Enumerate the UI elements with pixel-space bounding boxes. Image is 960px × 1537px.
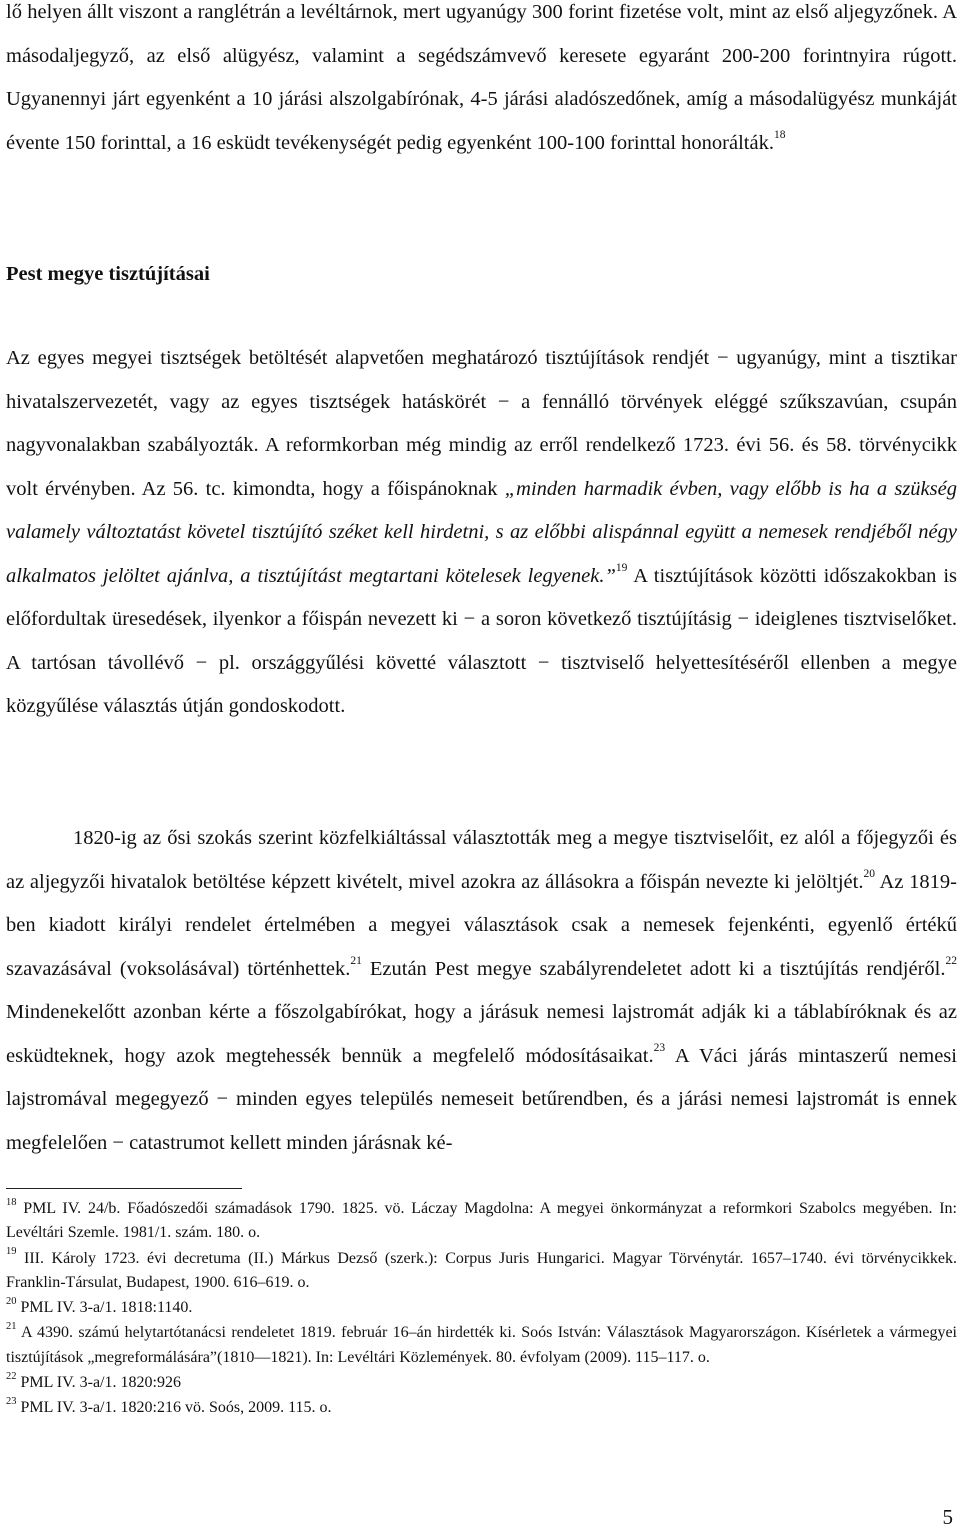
- footnote-text: PML IV. 3-a/1. 1818:1140.: [20, 1299, 193, 1317]
- paragraph-1-text: lő helyen állt viszont a ranglétrán a levéltárnok, mert ugyanúgy 300 forint fizetése volt, mint az első aljegyzőnek. A másodaljegyző, az első alügyész, valamint a segédszámvevő keresete egyaránt 200-200 forintnyira rúgott. Ugyanennyi járt egyenként a 10 járási alszolgabírónak, 4-5 járási aladószedőnek, amíg a másodalügyész munkáját évente 150 forinttal, a 16 esküdt tevékenységét pedig egyenként 100-100 forinttal honorálták.: [6, 1, 957, 154]
- footnote-ref-18[interactable]: 18: [773, 128, 786, 141]
- footnote-ref-20[interactable]: 20: [863, 867, 875, 880]
- body-paragraph-1: [6, 0, 957, 165]
- footnote-number: 20: [6, 1295, 17, 1307]
- page-number: 5: [942, 1505, 953, 1529]
- footnote-ref-23[interactable]: 23: [653, 1041, 666, 1054]
- paragraph-2-text-a: Az egyes megyei tisztségek betöltését alapvetően meghatározó tisztújítások rendjét − ugyanúgy, mint a tisztikar hivatalszervezetét, vagy az egyes tisztségek hatáskörét − a fennálló törvények eléggé szűkszavúan, csupán nagyvonalakban szabályozták. A reformkorban még mindig az erről rendelkező 1723. évi 56. és 58. törvénycikk volt érvényben. Az 56. tc. kimondta, hogy a főispánoknak: [6, 347, 957, 500]
- footnote-number: 18: [6, 1196, 17, 1208]
- footnote: [6, 1197, 957, 1246]
- footnote-number: 22: [6, 1370, 17, 1382]
- paragraph-3-text-c: Ezután Pest megye szabályrendeletet adott ki a tisztújítás rendjéről.: [361, 957, 946, 980]
- footnote-separator: [6, 1188, 242, 1189]
- footnote-text: PML IV. 24/b. Főadószedői számadások 1790. 1825. vö. Láczay Magdolna: A megyei önkormányzat a reformkori Szabolcs megyében. In: Levéltári Szemle. 1981/1. szám. 180. o.: [6, 1200, 957, 1242]
- paragraph-3-text-d: Mindenekelőtt azonban kérte a főszolgabírókat, hogy a járásuk nemesi lajstromát adják ki a táblabíróknak és az esküdteknek, hogy azok megtehessék bennük a megfelelő módosításaikat.: [6, 1001, 957, 1067]
- section-heading: Pest megye tisztújításai: [6, 263, 210, 285]
- paragraph-3-text-e: A Váci járás mintaszerű nemesi lajstromával megegyező − minden egyes település nemeseit betűrendben, és a járási nemesi lajstromát is ennek megfelelően − catastrumot kellett minden járásnak ké-: [6, 1044, 957, 1154]
- footnote-ref-22[interactable]: 22: [945, 954, 957, 967]
- footnote-ref-19[interactable]: 19: [615, 561, 628, 574]
- footnote-number: 23: [6, 1396, 17, 1408]
- paragraph-3-text-b: Az 1819-ben kiadott királyi rendelet értelmében a megyei választások csak a nemesek fejenkénti, egyenlő értékű szavazásával (voksolásával) történhettek.: [6, 870, 957, 980]
- footnote-text: A 4390. számú helytartótanácsi rendeletet 1819. február 16–án hirdették ki. Soós István: Választások Magyarországon. Kísérletek a vármegyei tisztújítások „megreformálására”(1810—1821). In: Levéltári Közlemények. 80. évfolyam (2009). 115–117. o.: [6, 1324, 957, 1366]
- footnote: [6, 1321, 957, 1370]
- footnote: [6, 1371, 957, 1395]
- footnote: [6, 1396, 957, 1420]
- footnote-number: 19: [6, 1246, 17, 1258]
- footnote-text: PML IV. 3-a/1. 1820:216 vö. Soós, 2009. 115. o.: [20, 1399, 332, 1417]
- footnote-ref-21[interactable]: 21: [350, 954, 362, 967]
- footnotes: [6, 1197, 957, 1422]
- paragraph-2-text-b: A tisztújítások közötti időszakokban is előfordultak üresedések, ilyenkor a főispán nevezett ki − a soron következő tisztújításig − ideiglenes tisztviselőket. A tartósan távollévő − pl. országgyűlési követté választott − tisztviselő helyettesítéséről ellenben a megye közgyűlése választás útján gondoskodott.: [6, 564, 957, 717]
- footnote: [6, 1247, 957, 1296]
- quoted-law-text: „minden harmadik évben, vagy előbb is ha a szükség valamely változtatást követel tisztújító széket kell hirdetni, s az előbbi alispánnal együtt a nemesek rendjéből négy alkalmatos jelöltet ajánlva, a tisztújítást megtartani kötelesek legyenek.”: [6, 477, 957, 587]
- body-paragraph-2: [6, 337, 957, 729]
- footnote-text: III. Károly 1723. évi decretuma (II.) Márkus Dezső (szerk.): Corpus Juris Hungarici. Magyar Törvénytár. 1657–1740. évi törvénycikkek. Franklin-Társulat, Budapest, 1900. 616–619. o.: [6, 1249, 957, 1291]
- body-paragraph-3: [6, 817, 957, 1165]
- footnote-number: 21: [6, 1321, 17, 1333]
- paragraph-3-text-a: 1820-ig az ősi szokás szerint közfelkiáltással választották meg a megye tisztviselőit, ez alól a főjegyzői és az aljegyzői hivatalok betöltése képzett kivételt, mivel azokra az állásokra a főispán nevezte ki jelöltjét.: [6, 827, 957, 893]
- footnote: [6, 1296, 957, 1320]
- footnote-text: PML IV. 3-a/1. 1820:926: [20, 1374, 181, 1392]
